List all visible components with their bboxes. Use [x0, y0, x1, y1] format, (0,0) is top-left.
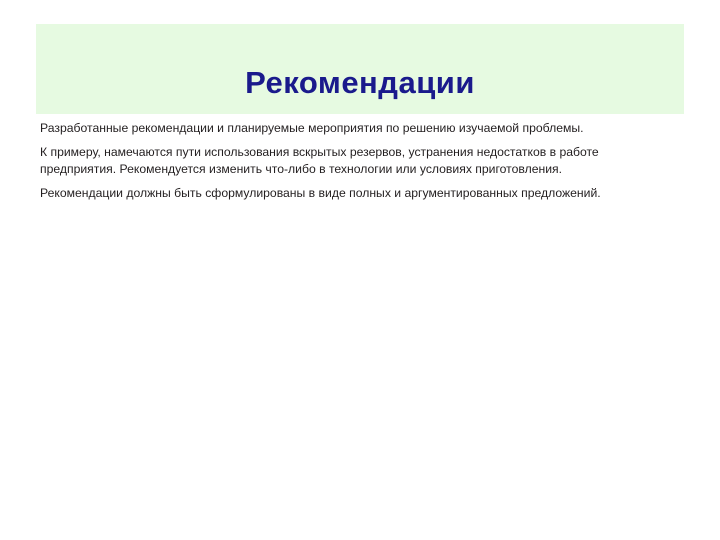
body-paragraph: Разработанные рекомендации и планируемые мероприятия по решению изучаемой проблемы.	[40, 121, 584, 135]
page-title: Рекомендации	[245, 65, 475, 100]
slide-body	[40, 120, 668, 209]
title-banner	[36, 24, 684, 114]
body-paragraph: Рекомендации должны быть сформулированы в виде полных и аргументированных предложений.	[40, 186, 601, 201]
body-paragraph: К примеру, намечаются пути использования вскрытых резервов, устранения недостатков в работе предприятия. Рекомендуется изменить что-либо в технологии или условиях приготовления.	[40, 144, 599, 177]
